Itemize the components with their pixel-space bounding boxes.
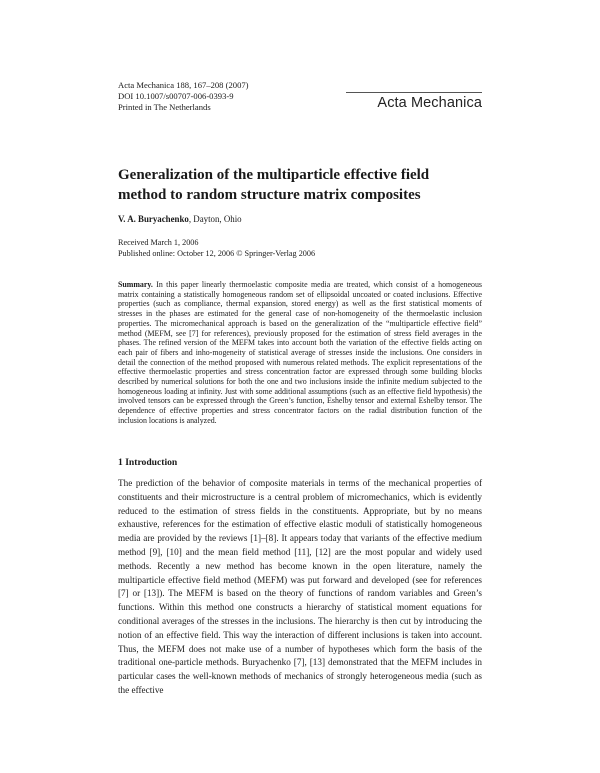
- abstract-label: Summary.: [118, 280, 153, 289]
- citation: Acta Mechanica 188, 167–208 (2007): [118, 80, 249, 90]
- published-date: Published online: October 12, 2006 © Springer-Verlag 2006: [118, 248, 316, 258]
- abstract: [118, 280, 482, 426]
- article-title: [118, 165, 482, 205]
- author-line: [118, 214, 242, 224]
- journal-logo: Acta Mechanica: [377, 95, 482, 111]
- header-rule: [346, 92, 482, 93]
- section-heading: 1 Introduction: [118, 457, 178, 468]
- publication-info: [118, 80, 249, 114]
- introduction-paragraph: The prediction of the behavior of composite materials in terms of the mechanical properties of constituents and their microstructure is a central problem of micromechanics, which is evidently reduced to the estimation of stress fields in the constituents. Appropriate, but by no means exhaustive, references for the estimation of effective elastic moduli of statistically homogeneous media are provided by the reviews [1]–[8]. It appears today that variants of the effective medium method [9], [10] and the mean field method [11], [12] are the most popular and widely used methods. Recently a new method has become known in the open literature, namely the multiparticle effective field method (MEFM) was put forward and developed (see for references [7] or [13]). The MEFM is based on the theory of functions of random variables and Green’s functions. Within this method one constructs a hierarchy of statistical moment equations for conditional averages of the stresses in the inclusions. The hierarchy is then cut by introducing the notion of an effective field. This way the interaction of different inclusions is taken into account. Thus, the MEFM does not make use of a number of hypotheses which form the basis of the traditional one-particle methods. Buryachenko [7], [13] demonstrated that the MEFM includes in particular cases the well-known methods of mechanics of strongly heterogeneous media (such as the effective: [118, 478, 482, 695]
- abstract-text: In this paper linearly thermoelastic composite media are treated, which consist of a homogeneous matrix containing a statistically homogeneous random set of ellipsoidal uncoated or coated inclusions. Effective properties (such as compliance, thermal expansion, stored energy) as well as the first statistical moments of stresses in the phases are estimated for the general case of non-homogeneity of the thermoelastic inclusion properties. The micromechanical approach is based on the generalization of the “multiparticle effective field” method (MEFM, see [7] for references), previously proposed for the estimation of stress field averages in the phases. The refined version of the MEFM takes into account both the variation of the effective fields acting on each pair of fibers and inho-mogeneity of statistical average of stresses inside the inclusions. One considers in detail the connection of the method proposed with numerous related methods. The explicit representations of the effective thermoelastic properties and stress concentration factor are expressed through some building blocks described by numerical solutions for both the one and two inclusions inside the infinite medium subjected to the homogeneous loading at infinity. Just with some additional assumptions (such as an effective field hypothesis) the involved tensors can be expressed through the Green’s function, Eshelby tensor and external Eshelby tensor. The dependence of effective properties and stress concentrator factors on the radial distribution function of the inclusion locations is analyzed.: [118, 280, 482, 425]
- printed-location: Printed in The Netherlands: [118, 102, 211, 113]
- doi: DOI 10.1007/s00707-006-0393-9: [118, 91, 234, 102]
- title-line-1: Generalization of the multiparticle effective field: [118, 167, 430, 183]
- received-date: Received March 1, 2006: [118, 238, 199, 247]
- author-location: , Dayton, Ohio: [188, 214, 242, 224]
- title-line-2: method to random structure matrix composites: [118, 187, 421, 203]
- author-name: V. A. Buryachenko: [118, 214, 189, 224]
- article-dates: [118, 238, 315, 259]
